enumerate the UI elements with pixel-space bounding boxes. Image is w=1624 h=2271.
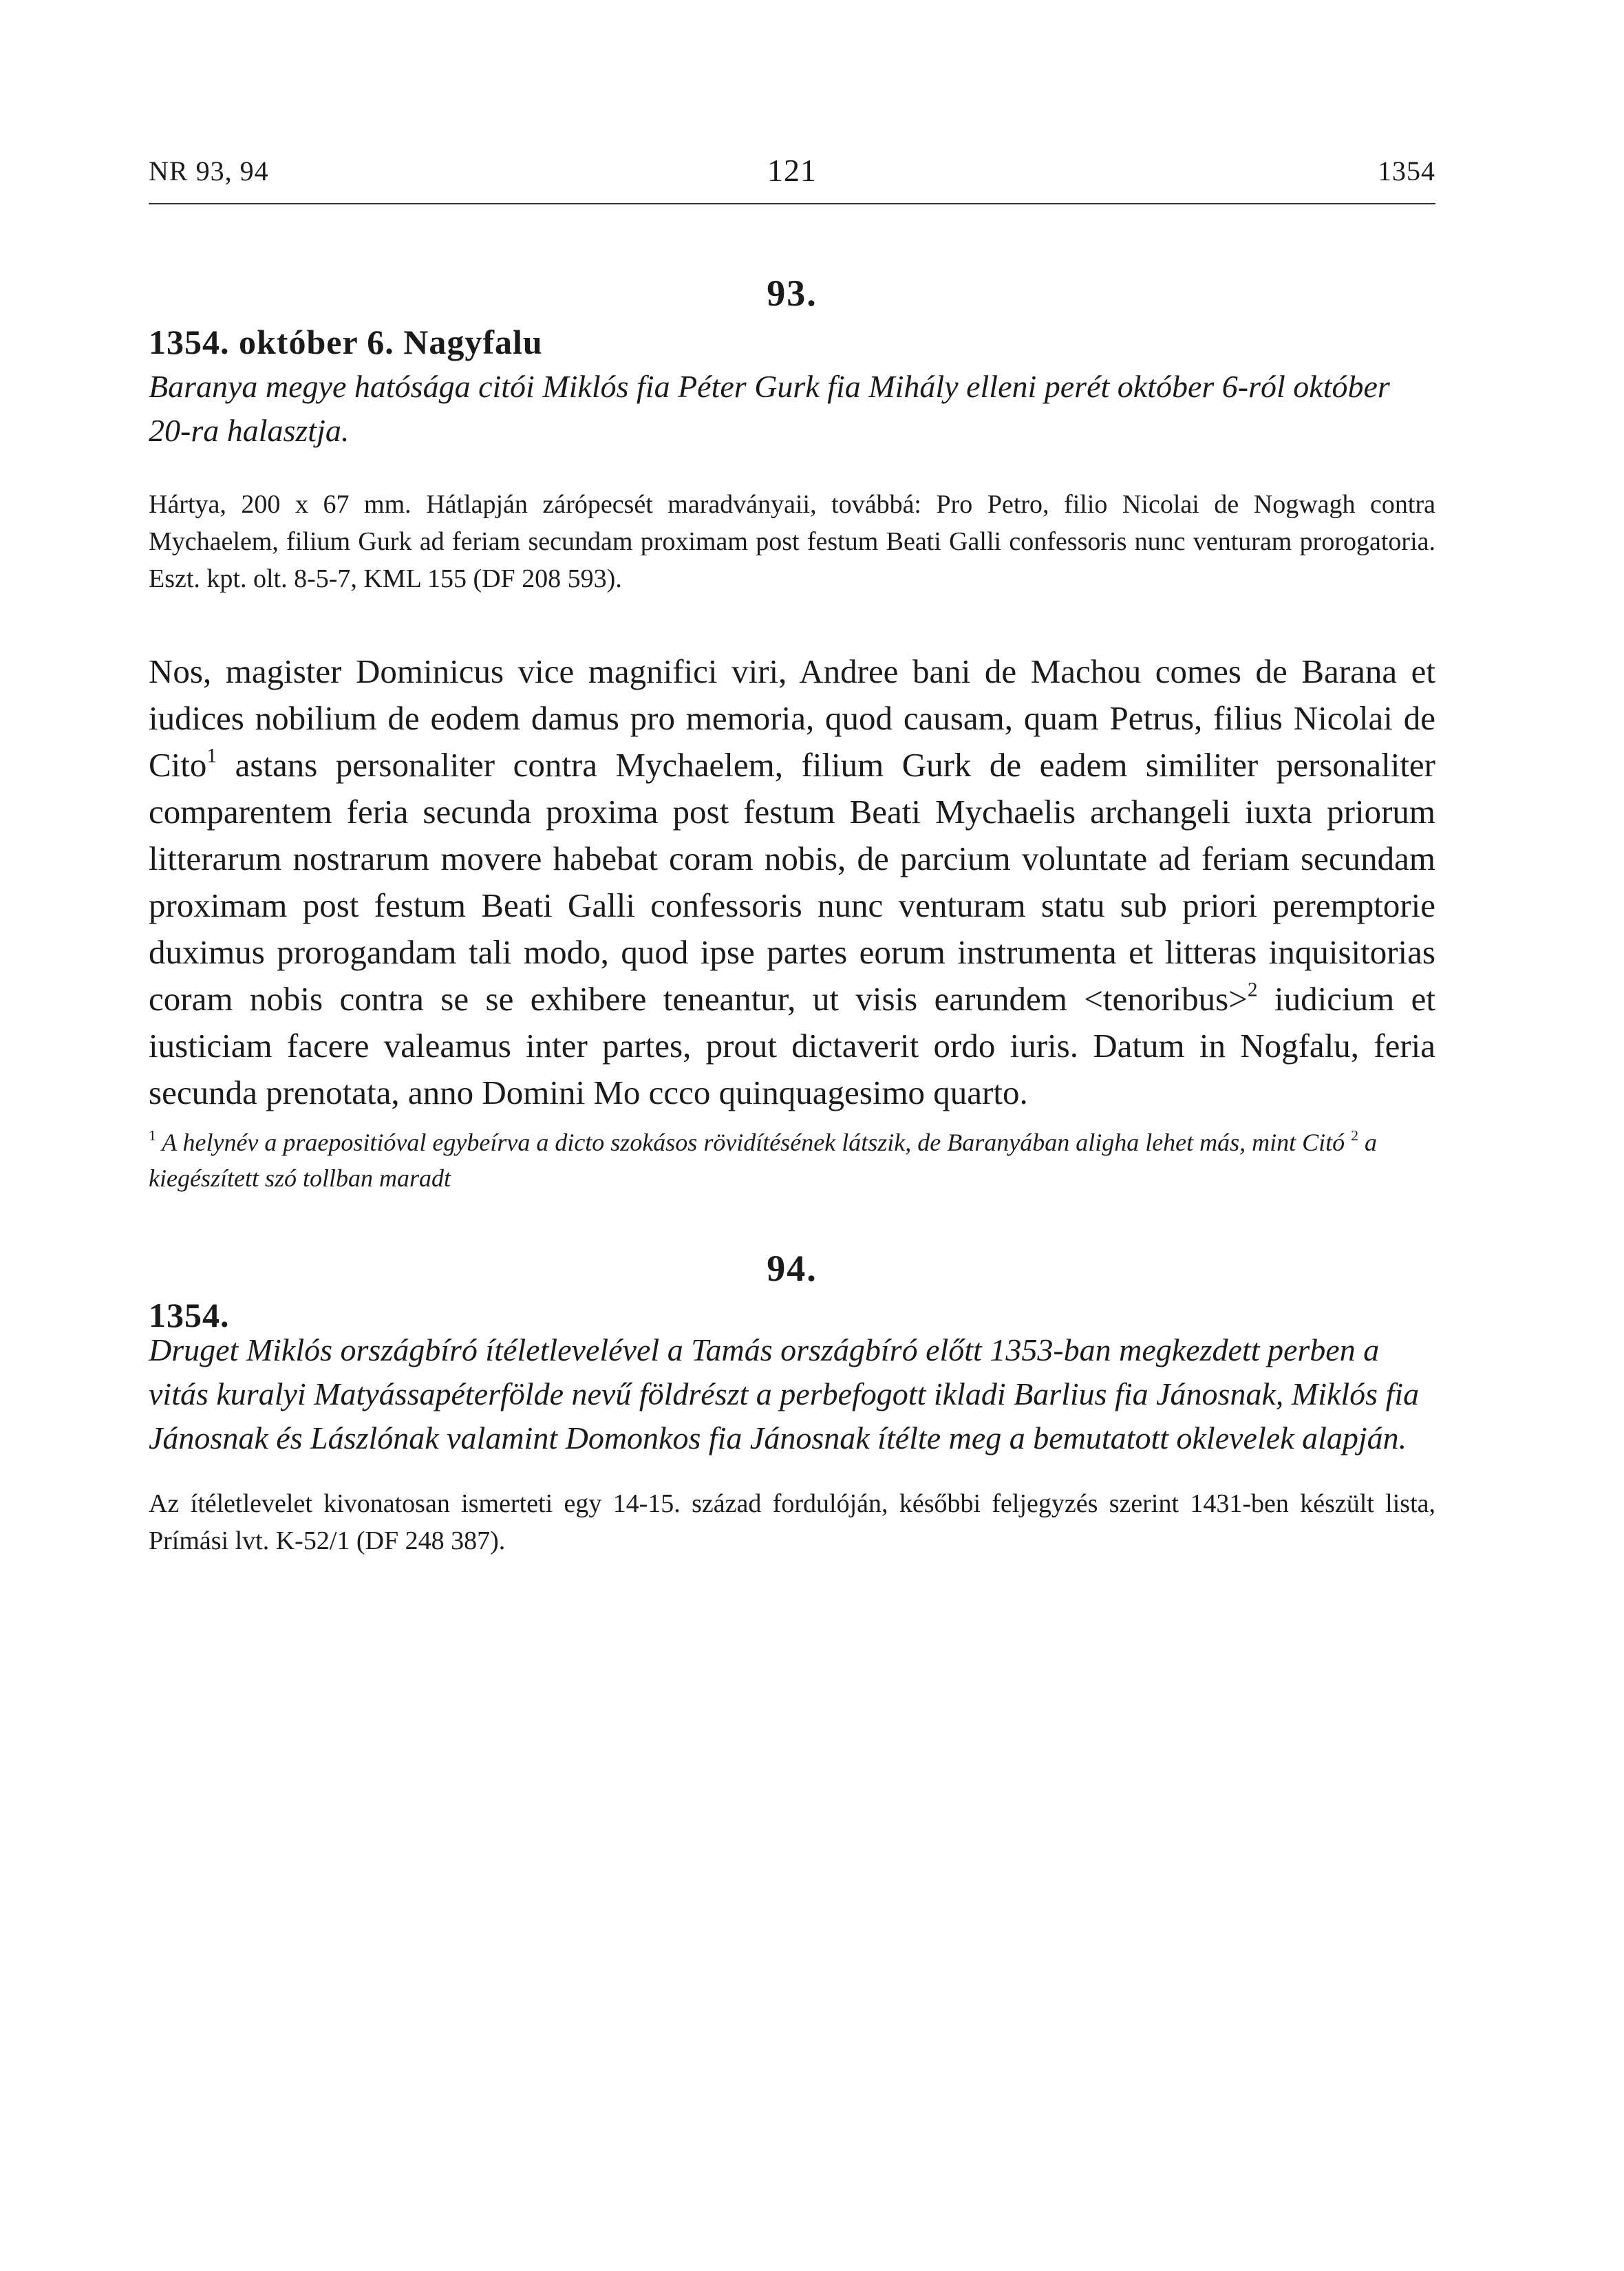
entry-93-text-part2: astans personaliter contra Mychaelem, filium Gurk de eadem similiter personaliter comparentem feria secunda proxima post festum Beati Mychaelis archangeli iuxta priorum litterarum nostrarum movere habebat coram nobis, de parcium voluntate ad feriam secundam proximam post festum Beati Galli confessoris nunc venturam statu sub priori peremptorie duximus prorogandam tali modo, quod ipse partes eorum instrumenta et litteras inquisitorias coram nobis contra se se exhibere teneantur, ut visis earundem <tenoribus> (149, 746, 1435, 1018)
page-number: 121 (767, 153, 817, 188)
footnote-ref-1: 1 (206, 745, 217, 767)
entry-93-footnotes (149, 1124, 1435, 1196)
entry-93-text-part1: Nos, magister Dominicus vice magnifici viri, Andree bani de Machou comes de Barana et iudices nobilium de eodem damus pro memoria, quod causam, quam Petrus, filius Nicolai de Cito (149, 652, 1435, 784)
entry-94-date: 1354. (149, 1296, 230, 1334)
entry-93-text-part3: iudicium et iusticiam facere valeamus inter partes, prout dictaverit ordo iuris. Datum in Nogfalu, feria secunda prenotata, anno Domini Mo ccco quinquagesimo quarto. (149, 980, 1435, 1111)
entry-93-summary: Baranya megye hatósága citói Miklós fia Péter Gurk fia Mihály elleni perét október 6-ról október 20-ra halasztja. (149, 369, 1390, 448)
running-header (149, 155, 1435, 204)
header-entry-numbers: NR 93, 94 (149, 156, 269, 186)
footnote-mark-2: 2 (1351, 1127, 1358, 1144)
entry-93-description: Hártya, 200 x 67 mm. Hátlapján zárópecsét maradványaii, továbbá: Pro Petro, filio Nicolai de Nogwagh contra Mychaelem, filium Gurk ad feriam secundam proximam post festum Beati Galli confessoris nunc venturam prorogatoria. Eszt. kpt. olt. 8-5-7, KML 155 (DF 208 593). (149, 490, 1435, 593)
entry-93-text (149, 648, 1435, 1116)
entry-number-93: 93. (767, 273, 818, 314)
entry-94-description: Az ítéletlevelet kivonatosan ismerteti egy 14-15. század fordulóján, későbbi feljegyzés szerint 1431-ben készült lista, Prímási lvt. K-52/1 (DF 248 387). (149, 1489, 1435, 1555)
footnote-1-text: A helynév a praepositióval egybeírva a dicto szokásos rövidítésének látszik, de Baranyában aligha lehet más, mint Citó (156, 1129, 1351, 1156)
footnote-ref-2: 2 (1247, 979, 1258, 1001)
entry-number-94: 94. (767, 1248, 818, 1289)
entry-93-date-place: 1354. október 6. Nagyfalu (149, 323, 543, 361)
footnote-2-text: a kiegészített szó tollban maradt (149, 1129, 1377, 1192)
header-year: 1354 (1378, 156, 1435, 186)
footnote-mark-1: 1 (149, 1127, 156, 1144)
entry-94-summary: Druget Miklós országbíró ítéletlevelével a Tamás országbíró előtt 1353-ban megkezdett perben a vitás kuralyi Matyássapéterfölde nevű földrészt a perbefogott ikladi Barlius fia Jánosnak, Miklós fia Jánosnak és Lászlónak valamint Domonkos fia Jánosnak ítélte meg a bemutatott oklevelek alapján. (149, 1332, 1420, 1456)
